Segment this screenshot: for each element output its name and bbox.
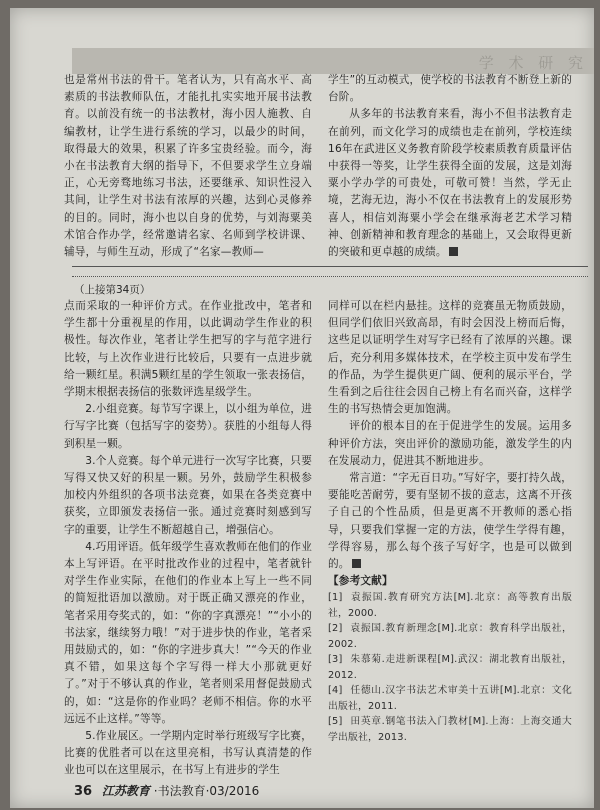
section-divider bbox=[72, 266, 588, 267]
journal-page bbox=[10, 8, 594, 808]
bottom-right-paragraphs bbox=[328, 298, 572, 573]
reference-item bbox=[328, 652, 572, 683]
paragraph: 点而采取的一种评价方式。在作业批改中，笔者和学生都十分重视星的作用，以此调动学生作业的积极性。每次作业，笔者让学生把写的字与范字进行比较，与上次作业进行比较后，只要有一点进步就给一颗红星。积满5颗红星的学生领取一张表扬信，学期末根据表扬信的张数评选星级学生。 bbox=[64, 300, 312, 399]
references-title: 【参考文献】 bbox=[328, 575, 393, 588]
bottom-left-column bbox=[64, 298, 312, 780]
reference-number: [2] bbox=[328, 623, 343, 635]
page-number: 36 bbox=[74, 784, 93, 799]
reference-text: 袁振国.教育研究方法[M].北京：高等教育出版社，2000. bbox=[328, 592, 572, 619]
continued-note: （上接第34页） bbox=[74, 284, 151, 296]
top-right-column bbox=[328, 72, 572, 261]
reference-item bbox=[328, 590, 572, 621]
reference-item bbox=[328, 621, 572, 652]
article-end-mark bbox=[449, 247, 458, 256]
reference-text: 任德山.汉字书法艺术审美十五讲[M].北京：文化出版社，2011. bbox=[328, 685, 572, 712]
reference-item bbox=[328, 683, 572, 714]
reference-text: 朱慕菊.走进新课程[M].武汉：湖北教育出版社，2012. bbox=[328, 654, 572, 681]
bottom-right-column bbox=[328, 298, 572, 745]
reference-number: [4] bbox=[328, 685, 343, 697]
article-end-mark bbox=[352, 559, 361, 568]
paragraph: 也是常州书法的骨干。笔者认为，只有高水平、高素质的书法教师队伍，才能扎扎实实地开展书法教育。以前没有统一的书法教材，海小因人施教、自编教材，让学生进行系统的学习，以最少的时间，取得最大的效果，积累了许多宝贵经验。而今，海小在书法教育大纲的指导下，不但要求学生立身端正，心无旁骛地练习书法，还要继承、知识性浸入其间，让学生对书法有浓厚的兴趣，达到心灵修养的目的。同时，海小也以自身的优势，与刘海粟美术馆合作办学，经常邀请名家、名师到学校讲课、辅导，与师生互动，形成了“名家—教师— bbox=[64, 74, 312, 259]
paragraph: 5.作业展区。一学期内定时举行班级写字比赛，比赛的优胜者可以在这里亮相，书写认真清楚的作业也可以在这里展示，在书写上有进步的学生 bbox=[64, 730, 312, 777]
paragraph: 2.小组竞赛。每节写字课上，以小组为单位，进行写字比赛（包括写字的姿势）。获胜的小组每人得到积星一颗。 bbox=[64, 403, 312, 450]
references-list bbox=[328, 590, 572, 745]
reference-number: [5] bbox=[328, 716, 343, 728]
reference-text: 田英章.钢笔书法入门教材[M].上海：上海交通大学出版社，2013. bbox=[328, 716, 572, 743]
paragraph: 同样可以在栏内悬挂。这样的竞赛虽无物质鼓励，但同学们依旧兴致高昂，有时会因没上榜而后悔，这些足以证明学生对写字已经有了浓厚的兴趣。课后，充分利用多媒体技术，在学校主页中发布学生的作品，为学生提供更广阔、便利的展示平台，学生看到之后往往会因自己榜上有名而兴奋，这样学生的书写热情会更加饱满。 bbox=[328, 300, 572, 416]
reference-number: [3] bbox=[328, 654, 343, 666]
paragraph: 4.巧用评语。低年级学生喜欢教师在他们的作业本上写评语。在平时批改作业的过程中，笔者就针对学生作业实际，在他们的作业本上写上一些不同的简短批语加以激励。对于既正确又漂亮的作业，笔者采用夸奖式的，如：“你的字真漂亮！”“小小的书法家，继续努力哦！”对于进步快的作业，笔者采用鼓励式的，如：“你的字进步真大！”“今天的作业真不错，如果这每个字写得一样大小那就更好了。”对于不够认真的作业，笔者则采用督促鼓励式的，如：“这是你的作业吗？老师不相信。你的水平远远不止这样。”等等。 bbox=[64, 540, 312, 725]
header-decoration: 学 术 研 究 bbox=[478, 54, 588, 72]
page-footer bbox=[74, 782, 259, 799]
paragraph: 评价的根本目的在于促进学生的发展。运用多种评价方法，突出评价的激励功能，激发学生的内在发展动力，促进其不断地进步。 bbox=[328, 420, 572, 467]
paragraph: 从多年的书法教育来看，海小不但书法教育走在前列，而文化学习的成绩也走在前列，学校连续16年在武进区义务教育阶段学校素质教育质量评估中获得一等奖，让学生获得全面的发展，这是刘海粟小学办学的可贵处，可敬可赞！当然，学无止境，艺海无边，海小不仅在书法教育上的发展形势喜人，相信刘海粟小学会在继承海老艺术学习精神、创新精神和教育理念的基础上，又会取得更新的突破和更卓越的成绩。 bbox=[328, 108, 572, 259]
issue-text: ·书法教育·03/2016 bbox=[153, 784, 260, 798]
paragraph: 常言道：“字无百日功。”写好字，要打持久战，要能吃苦耐劳，要有坚韧不拔的意志，这离不开孩子自己的个性品质，但是更离不开教师的悉心指导，只要我们掌握一定的方法，使学生学得有趣，学得容易，那么每个孩子写好字，也是可以做到的。 bbox=[328, 472, 572, 571]
top-left-column bbox=[64, 72, 312, 261]
reference-item bbox=[328, 714, 572, 745]
section-divider-dotted bbox=[72, 276, 588, 277]
reference-text: 袁振国.教育新理念[M].北京：教育科学出版社，2002. bbox=[328, 623, 572, 650]
reference-number: [1] bbox=[328, 592, 343, 604]
header-band bbox=[72, 48, 594, 74]
paragraph: 学生”的互动模式，使学校的书法教育不断登上新的台阶。 bbox=[328, 74, 572, 104]
magazine-name: 江苏教育 bbox=[101, 784, 150, 798]
paragraph: 3.个人竞赛。每个单元进行一次写字比赛，只要写得又快又好的积星一颗。另外，鼓励学生积极参加校内外组织的各项书法竞赛，如果在各类竞赛中获奖，立即颁发表扬信一张。通过竞赛时刻感到写字的重要，让学生不断超越自己，增强信心。 bbox=[64, 454, 312, 536]
